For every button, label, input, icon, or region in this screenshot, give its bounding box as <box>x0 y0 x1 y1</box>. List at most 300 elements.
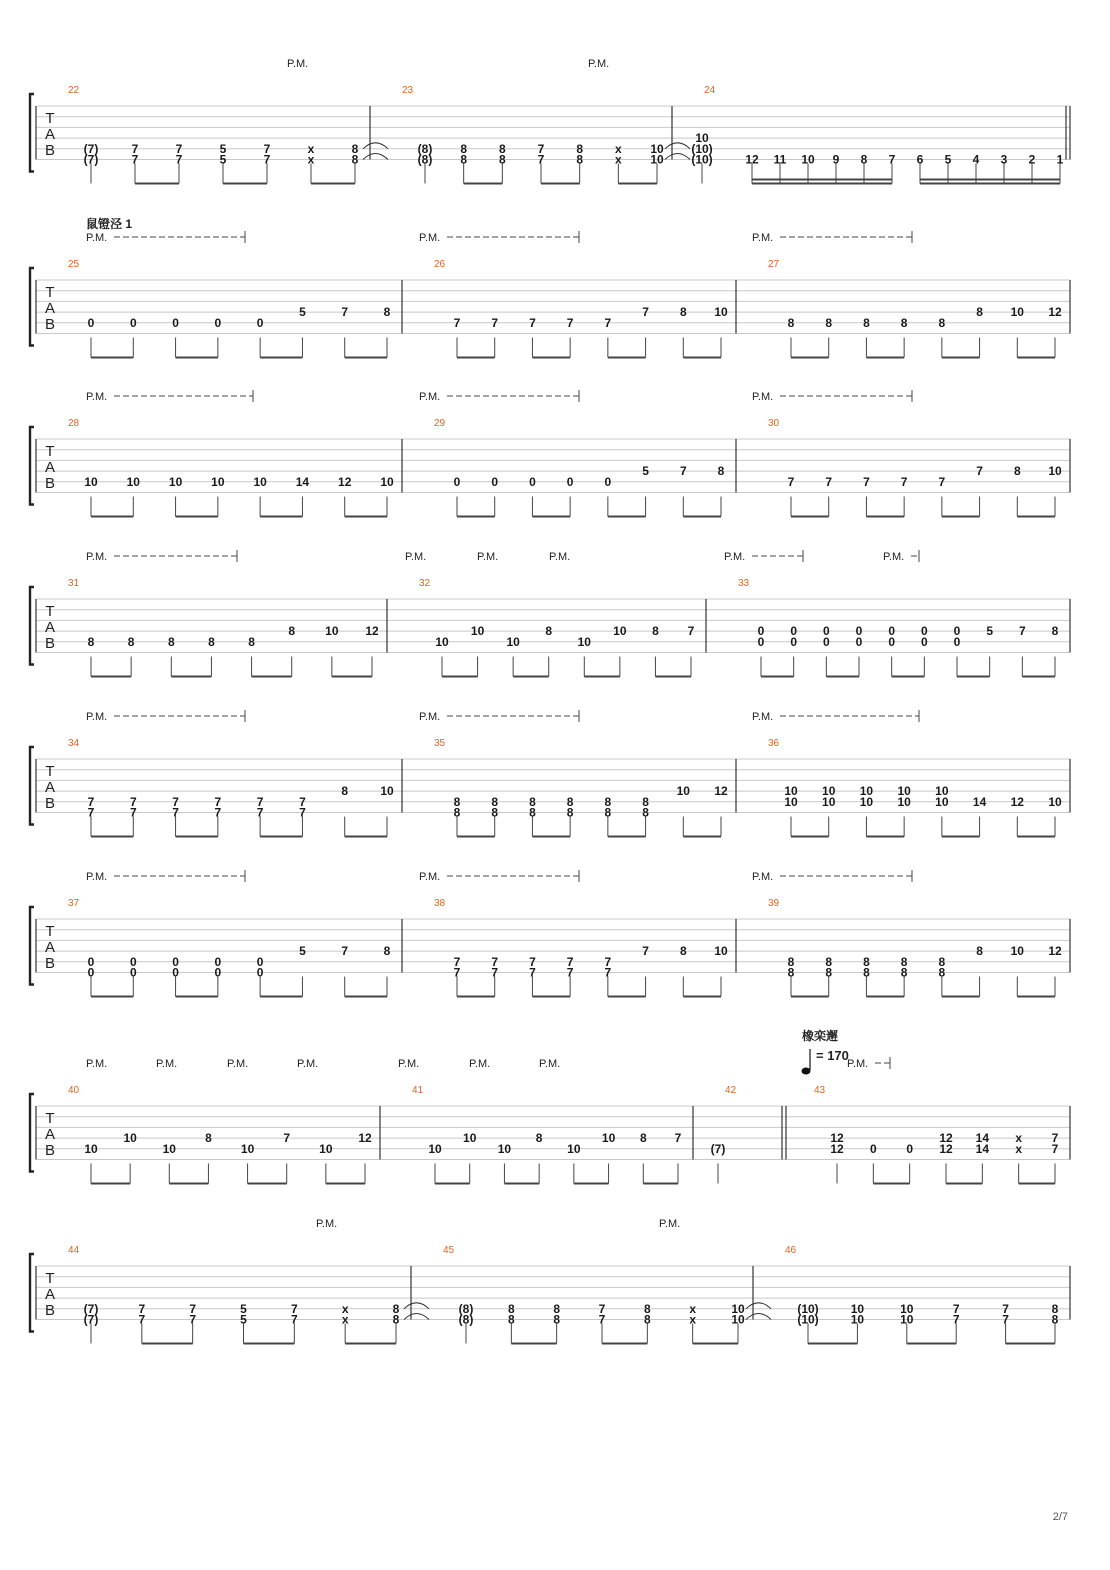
tab-note: 8 <box>639 1131 647 1146</box>
tab-note: 7 <box>129 805 137 820</box>
tab-note: 0 <box>129 965 137 980</box>
tab-clef-b: B <box>44 475 56 492</box>
tempo-bpm: = 170 <box>816 1048 849 1063</box>
measure-number: 23 <box>402 85 414 96</box>
tab-note: 8 <box>248 634 255 649</box>
palm-mute-label: P.M. <box>659 1218 681 1230</box>
tab-note: 5 <box>642 464 649 479</box>
tie-arc <box>404 1314 429 1320</box>
tab-note: 8 <box>679 305 687 320</box>
tab-clef-a: A <box>44 459 56 476</box>
tab-note: 8 <box>976 944 983 959</box>
tab-note: 8 <box>87 634 95 649</box>
tab-clef-a: A <box>44 126 56 143</box>
tab-note: 11 <box>773 152 787 167</box>
tab-note: 5 <box>219 141 227 156</box>
tab-note: (7) <box>83 141 99 156</box>
tab-note: 8 <box>938 315 946 330</box>
tab-note: 7 <box>566 954 574 969</box>
tab-note: 8 <box>576 152 584 167</box>
tab-note: 8 <box>900 954 908 969</box>
tab-note: 4 <box>972 152 980 167</box>
tab-note: 8 <box>938 954 946 969</box>
tab-note: 0 <box>172 965 179 980</box>
measure-number: 43 <box>814 1085 826 1096</box>
tempo-label: 橡栾邂 <box>802 1029 839 1043</box>
tab-note: 0 <box>256 965 264 980</box>
tab-note: 7 <box>172 794 179 809</box>
palm-mute-label: P.M. <box>86 871 108 883</box>
tab-note: 12 <box>338 474 352 489</box>
tab-note: 8 <box>553 1301 561 1316</box>
tab-note: 0 <box>888 634 896 649</box>
tab-note: 7 <box>900 474 908 489</box>
palm-mute-label: P.M. <box>419 391 441 403</box>
tab-note: 8 <box>351 152 359 167</box>
palm-mute-label: P.M. <box>419 871 441 883</box>
tab-note: 7 <box>491 965 499 980</box>
tab-note: 0 <box>87 315 95 330</box>
tab-note: 8 <box>976 305 983 320</box>
tie-arc <box>746 1303 771 1309</box>
tab-note: 10 <box>211 474 225 489</box>
measure-number: 33 <box>738 578 750 589</box>
tab-note: 12 <box>1048 305 1062 320</box>
palm-mute-label: P.M. <box>477 551 499 563</box>
tab-note: (8) <box>417 152 433 167</box>
tab-note: 7 <box>283 1131 291 1146</box>
tab-note: 10 <box>470 624 485 639</box>
tab-note: 7 <box>976 464 983 479</box>
tab-note: x <box>689 1312 697 1327</box>
tab-note: x <box>689 1301 697 1316</box>
tab-clef-b: B <box>44 795 56 812</box>
tab-note: 8 <box>460 152 468 167</box>
measure-number: 31 <box>68 578 80 589</box>
tab-note: 7 <box>952 1301 960 1316</box>
tab-note: 7 <box>453 954 461 969</box>
tab-note: 7 <box>1002 1312 1009 1327</box>
tab-note: 7 <box>529 965 536 980</box>
tab-note: 7 <box>175 152 183 167</box>
tab-note: 0 <box>757 624 765 639</box>
tab-note: 5 <box>299 305 306 320</box>
tab-note: 7 <box>491 954 499 969</box>
tab-note: 7 <box>263 141 271 156</box>
tab-note: 10 <box>1010 944 1024 959</box>
measure-number: 24 <box>704 85 716 96</box>
tab-note: 10 <box>714 944 728 959</box>
tab-note: 7 <box>87 794 95 809</box>
palm-mute-label: P.M. <box>549 551 571 563</box>
tab-note: 0 <box>172 315 179 330</box>
tab-note: 8 <box>576 141 584 156</box>
tab-note: 7 <box>491 315 499 330</box>
tab-note: 7 <box>341 944 349 959</box>
tab-note: 8 <box>491 794 499 809</box>
tab-clef-a: A <box>44 939 56 956</box>
tab-note: 7 <box>687 624 695 639</box>
tab-note: 7 <box>172 805 179 820</box>
quarter-note-icon <box>802 1068 811 1075</box>
measure-number: 29 <box>434 418 446 429</box>
system-brace <box>30 907 34 985</box>
tab-note: 12 <box>1048 944 1062 959</box>
tab-note: 7 <box>537 141 545 156</box>
tab-note: 10 <box>650 141 664 156</box>
tab-note: 10 <box>435 634 449 649</box>
tab-note: 0 <box>855 634 863 649</box>
tab-note: 8 <box>938 965 946 980</box>
measure-number: 42 <box>725 1085 737 1096</box>
tab-note: x <box>1015 1141 1023 1156</box>
tab-note: 0 <box>491 474 499 489</box>
tab-note: 10 <box>784 794 798 809</box>
tab-clef-b: B <box>44 1142 56 1159</box>
tab-note: 14 <box>975 1131 990 1146</box>
measure-number: 35 <box>434 738 446 749</box>
palm-mute-label: P.M. <box>469 1058 491 1070</box>
tab-note: 10 <box>935 784 949 799</box>
tab-clef-b: B <box>44 635 56 652</box>
palm-mute-label: P.M. <box>398 1058 420 1070</box>
tab-note: x <box>307 141 315 156</box>
palm-mute-label: P.M. <box>752 232 774 244</box>
tab-clef-a: A <box>44 300 56 317</box>
tab-clef-t: T <box>45 1110 55 1127</box>
tab-note: 8 <box>860 152 868 167</box>
tab-note: 10 <box>822 794 836 809</box>
palm-mute-label: P.M. <box>419 711 441 723</box>
tab-note: 1 <box>1056 152 1064 167</box>
tie-arc <box>363 143 388 149</box>
tab-note: 7 <box>1018 624 1026 639</box>
measure-number: 26 <box>434 259 446 270</box>
tab-clef-t: T <box>45 284 55 301</box>
tab-note: 7 <box>299 794 306 809</box>
tie-arc <box>665 143 690 149</box>
tab-note: 8 <box>900 315 908 330</box>
tab-note: 7 <box>131 152 139 167</box>
system-brace <box>30 268 34 346</box>
palm-mute-label: P.M. <box>86 391 108 403</box>
tab-note: 10 <box>850 1312 865 1327</box>
tab-clef-b: B <box>44 1302 56 1319</box>
tab-note: 7 <box>566 965 574 980</box>
palm-mute-label: P.M. <box>588 58 610 70</box>
tab-note: 7 <box>787 474 795 489</box>
tab-note: 7 <box>131 141 139 156</box>
tab-note: 8 <box>900 965 908 980</box>
measure-number: 27 <box>768 259 780 270</box>
tab-clef-t: T <box>45 110 55 127</box>
measure-number: 40 <box>68 1085 80 1096</box>
tab-note: 10 <box>84 1141 98 1156</box>
measure-number: 30 <box>768 418 780 429</box>
palm-mute-label: P.M. <box>297 1058 319 1070</box>
tab-note: 7 <box>604 315 612 330</box>
tab-note: 0 <box>566 474 574 489</box>
tab-note: 0 <box>869 1141 877 1156</box>
tab-note: 5 <box>986 624 994 639</box>
tab-note: 7 <box>214 794 222 809</box>
tab-note: 8 <box>825 315 833 330</box>
tie-arc <box>665 154 690 160</box>
tab-note: 10 <box>162 1141 176 1156</box>
tab-note: 0 <box>256 954 264 969</box>
tab-note: 7 <box>453 315 461 330</box>
tab-note: 10 <box>126 474 140 489</box>
tab-note: 8 <box>787 954 795 969</box>
tab-note: 10 <box>380 474 394 489</box>
tab-note: 8 <box>642 805 649 820</box>
tab-note: 5 <box>219 152 227 167</box>
tab-note: x <box>1015 1131 1023 1146</box>
tab-note: 0 <box>920 634 928 649</box>
tab-note: 10 <box>168 474 183 489</box>
tab-note: 8 <box>383 944 391 959</box>
tab-note: 8 <box>566 805 574 820</box>
tab-clef-a: A <box>44 1286 56 1303</box>
tab-note: 8 <box>553 1312 561 1327</box>
tab-note: 7 <box>674 1131 682 1146</box>
tab-note: 8 <box>529 794 536 809</box>
measure-number: 46 <box>785 1245 797 1256</box>
system-brace <box>30 427 34 505</box>
measure-number: 38 <box>434 898 446 909</box>
system-brace <box>30 747 34 825</box>
tab-note: 8 <box>205 1131 212 1146</box>
tab-note: x <box>307 152 315 167</box>
measure-number: 39 <box>768 898 780 909</box>
tab-note: 8 <box>787 965 795 980</box>
tab-note: 0 <box>855 624 863 639</box>
tab-note: 12 <box>358 1131 372 1146</box>
tab-note: 5 <box>299 944 306 959</box>
tab-note: 7 <box>214 805 222 820</box>
tab-note: (8) <box>458 1312 474 1327</box>
tab-note: 7 <box>453 965 461 980</box>
tab-note: 10 <box>577 634 591 649</box>
tab-note: 10 <box>325 624 339 639</box>
tab-note: 10 <box>319 1141 333 1156</box>
tab-note: 7 <box>863 474 870 489</box>
palm-mute-label: P.M. <box>287 58 309 70</box>
tab-clef-t: T <box>45 443 55 460</box>
tab-note: 7 <box>299 805 306 820</box>
system-brace <box>30 94 34 172</box>
tab-clef-a: A <box>44 619 56 636</box>
tab-note: 10 <box>850 1301 865 1316</box>
tab-note: 10 <box>506 634 520 649</box>
tab-note: 5 <box>240 1301 247 1316</box>
tab-note: 0 <box>87 954 95 969</box>
tab-note: 10 <box>1048 794 1062 809</box>
tab-note: 8 <box>453 805 461 820</box>
tab-note: 8 <box>507 1312 515 1327</box>
tab-note: 8 <box>392 1312 400 1327</box>
tab-note: 0 <box>129 315 137 330</box>
tab-clef-b: B <box>44 316 56 333</box>
tab-note: 10 <box>601 1131 616 1146</box>
tab-note: 10 <box>900 1312 914 1327</box>
tab-note: 10 <box>897 784 911 799</box>
tab-note: 0 <box>790 634 798 649</box>
tab-note: 10 <box>567 1141 581 1156</box>
tab-note: 0 <box>214 315 222 330</box>
tab-note: 7 <box>529 954 536 969</box>
tab-note: 8 <box>604 794 612 809</box>
tab-note: 7 <box>952 1312 960 1327</box>
tab-note: 7 <box>938 474 946 489</box>
measure-number: 28 <box>68 418 80 429</box>
tab-note: 10 <box>731 1312 745 1327</box>
tab-note: 7 <box>642 944 649 959</box>
tie-arc <box>746 1314 771 1320</box>
tab-note: 10 <box>497 1141 512 1156</box>
tab-note: 0 <box>172 954 179 969</box>
tab-note: 8 <box>643 1301 651 1316</box>
tie-arc <box>363 154 388 160</box>
tab-note: 7 <box>341 305 349 320</box>
tab-note: 10 <box>859 794 874 809</box>
tab-note: 10 <box>1048 464 1062 479</box>
tab-note: 8 <box>392 1301 400 1316</box>
tab-note: (7) <box>83 152 99 167</box>
tab-note: 10 <box>650 152 664 167</box>
tab-clef-t: T <box>45 923 55 940</box>
tab-note: 14 <box>972 794 987 809</box>
palm-mute-label: P.M. <box>752 711 774 723</box>
tab-note: 8 <box>535 1131 543 1146</box>
tab-note: 6 <box>916 152 924 167</box>
tab-note: 7 <box>290 1312 298 1327</box>
tab-note: 9 <box>832 152 840 167</box>
tab-clef-b: B <box>44 955 56 972</box>
tab-clef-b: B <box>44 142 56 159</box>
tab-note: 7 <box>138 1312 146 1327</box>
tab-note: 0 <box>214 965 222 980</box>
tab-note: 7 <box>138 1301 146 1316</box>
tab-note: 7 <box>537 152 545 167</box>
tab-clef-a: A <box>44 779 56 796</box>
tab-note: 7 <box>604 954 612 969</box>
tab-note: 8 <box>863 954 870 969</box>
palm-mute-label: P.M. <box>752 871 774 883</box>
tab-note: 7 <box>604 965 612 980</box>
tab-note: 7 <box>175 141 183 156</box>
tab-note: 7 <box>189 1312 197 1327</box>
tab-note: 8 <box>604 805 612 820</box>
tab-note: 7 <box>825 474 833 489</box>
tab-note: 5 <box>944 152 952 167</box>
tab-note: 10 <box>123 1131 137 1146</box>
tab-clef-t: T <box>45 603 55 620</box>
tab-note: 0 <box>757 634 765 649</box>
palm-mute-label: P.M. <box>86 1058 108 1070</box>
measure-number: 37 <box>68 898 80 909</box>
tab-note: 8 <box>491 805 499 820</box>
tab-note: 8 <box>208 634 215 649</box>
tab-clef-t: T <box>45 1270 55 1287</box>
tie-arc <box>404 1303 429 1309</box>
tab-note: 10 <box>897 794 911 809</box>
tab-note: 7 <box>566 315 574 330</box>
tab-note: 0 <box>906 1141 914 1156</box>
tab-note: (7) <box>83 1312 99 1327</box>
tab-note: 7 <box>1002 1301 1009 1316</box>
system-brace <box>30 587 34 665</box>
tab-note: 0 <box>604 474 612 489</box>
tab-note: (10) <box>797 1312 819 1327</box>
tab-note: 8 <box>453 794 461 809</box>
palm-mute-label: P.M. <box>156 1058 178 1070</box>
tab-note: 0 <box>888 624 896 639</box>
tab-note: 8 <box>652 624 659 639</box>
tab-note: 0 <box>453 474 461 489</box>
tab-note: 8 <box>1013 464 1021 479</box>
palm-mute-label: P.M. <box>883 551 905 563</box>
measure-number: 22 <box>68 85 80 96</box>
tab-note: 7 <box>679 464 687 479</box>
palm-mute-label: P.M. <box>539 1058 561 1070</box>
tab-note: 10 <box>428 1141 442 1156</box>
tab-note: 8 <box>1051 1301 1059 1316</box>
tab-note: 7 <box>642 305 649 320</box>
palm-mute-label: P.M. <box>86 711 108 723</box>
tab-note: 8 <box>545 624 553 639</box>
tab-note: 10 <box>676 784 690 799</box>
tab-note: 10 <box>731 1301 745 1316</box>
tab-note: 8 <box>863 315 870 330</box>
tab-note: 8 <box>498 141 506 156</box>
tab-note: 8 <box>1051 624 1059 639</box>
tab-note: 10 <box>240 1141 255 1156</box>
tab-note: 8 <box>288 624 296 639</box>
tab-note: (10) <box>691 141 713 156</box>
tab-note: 0 <box>129 954 137 969</box>
palm-mute-label: P.M. <box>724 551 746 563</box>
tab-note: 0 <box>953 634 961 649</box>
tab-note: 7 <box>189 1301 197 1316</box>
tab-note: 12 <box>830 1131 844 1146</box>
tab-note: 8 <box>787 315 795 330</box>
tab-note: 8 <box>507 1301 515 1316</box>
tab-note: 10 <box>84 474 98 489</box>
palm-mute-label: P.M. <box>227 1058 249 1070</box>
measure-number: 34 <box>68 738 80 749</box>
tab-note: 8 <box>127 634 135 649</box>
tab-note: 10 <box>859 784 874 799</box>
tab-note: 0 <box>953 624 961 639</box>
tab-note: 5 <box>240 1312 247 1327</box>
tab-note: 8 <box>460 141 468 156</box>
tab-note: 7 <box>290 1301 298 1316</box>
tab-note: 8 <box>1051 1312 1059 1327</box>
tab-note: 10 <box>1010 305 1024 320</box>
tab-note: 3 <box>1000 152 1008 167</box>
palm-mute-label: P.M. <box>86 551 108 563</box>
tab-note: 8 <box>566 794 574 809</box>
tab-note: 7 <box>1051 1131 1059 1146</box>
tab-note: 2 <box>1028 152 1036 167</box>
tab-note: 7 <box>129 794 137 809</box>
tab-note: 8 <box>642 794 649 809</box>
tab-note: 0 <box>822 634 830 649</box>
tab-note: 12 <box>830 1141 844 1156</box>
palm-mute-label: P.M. <box>419 232 441 244</box>
tab-clef-a: A <box>44 1126 56 1143</box>
